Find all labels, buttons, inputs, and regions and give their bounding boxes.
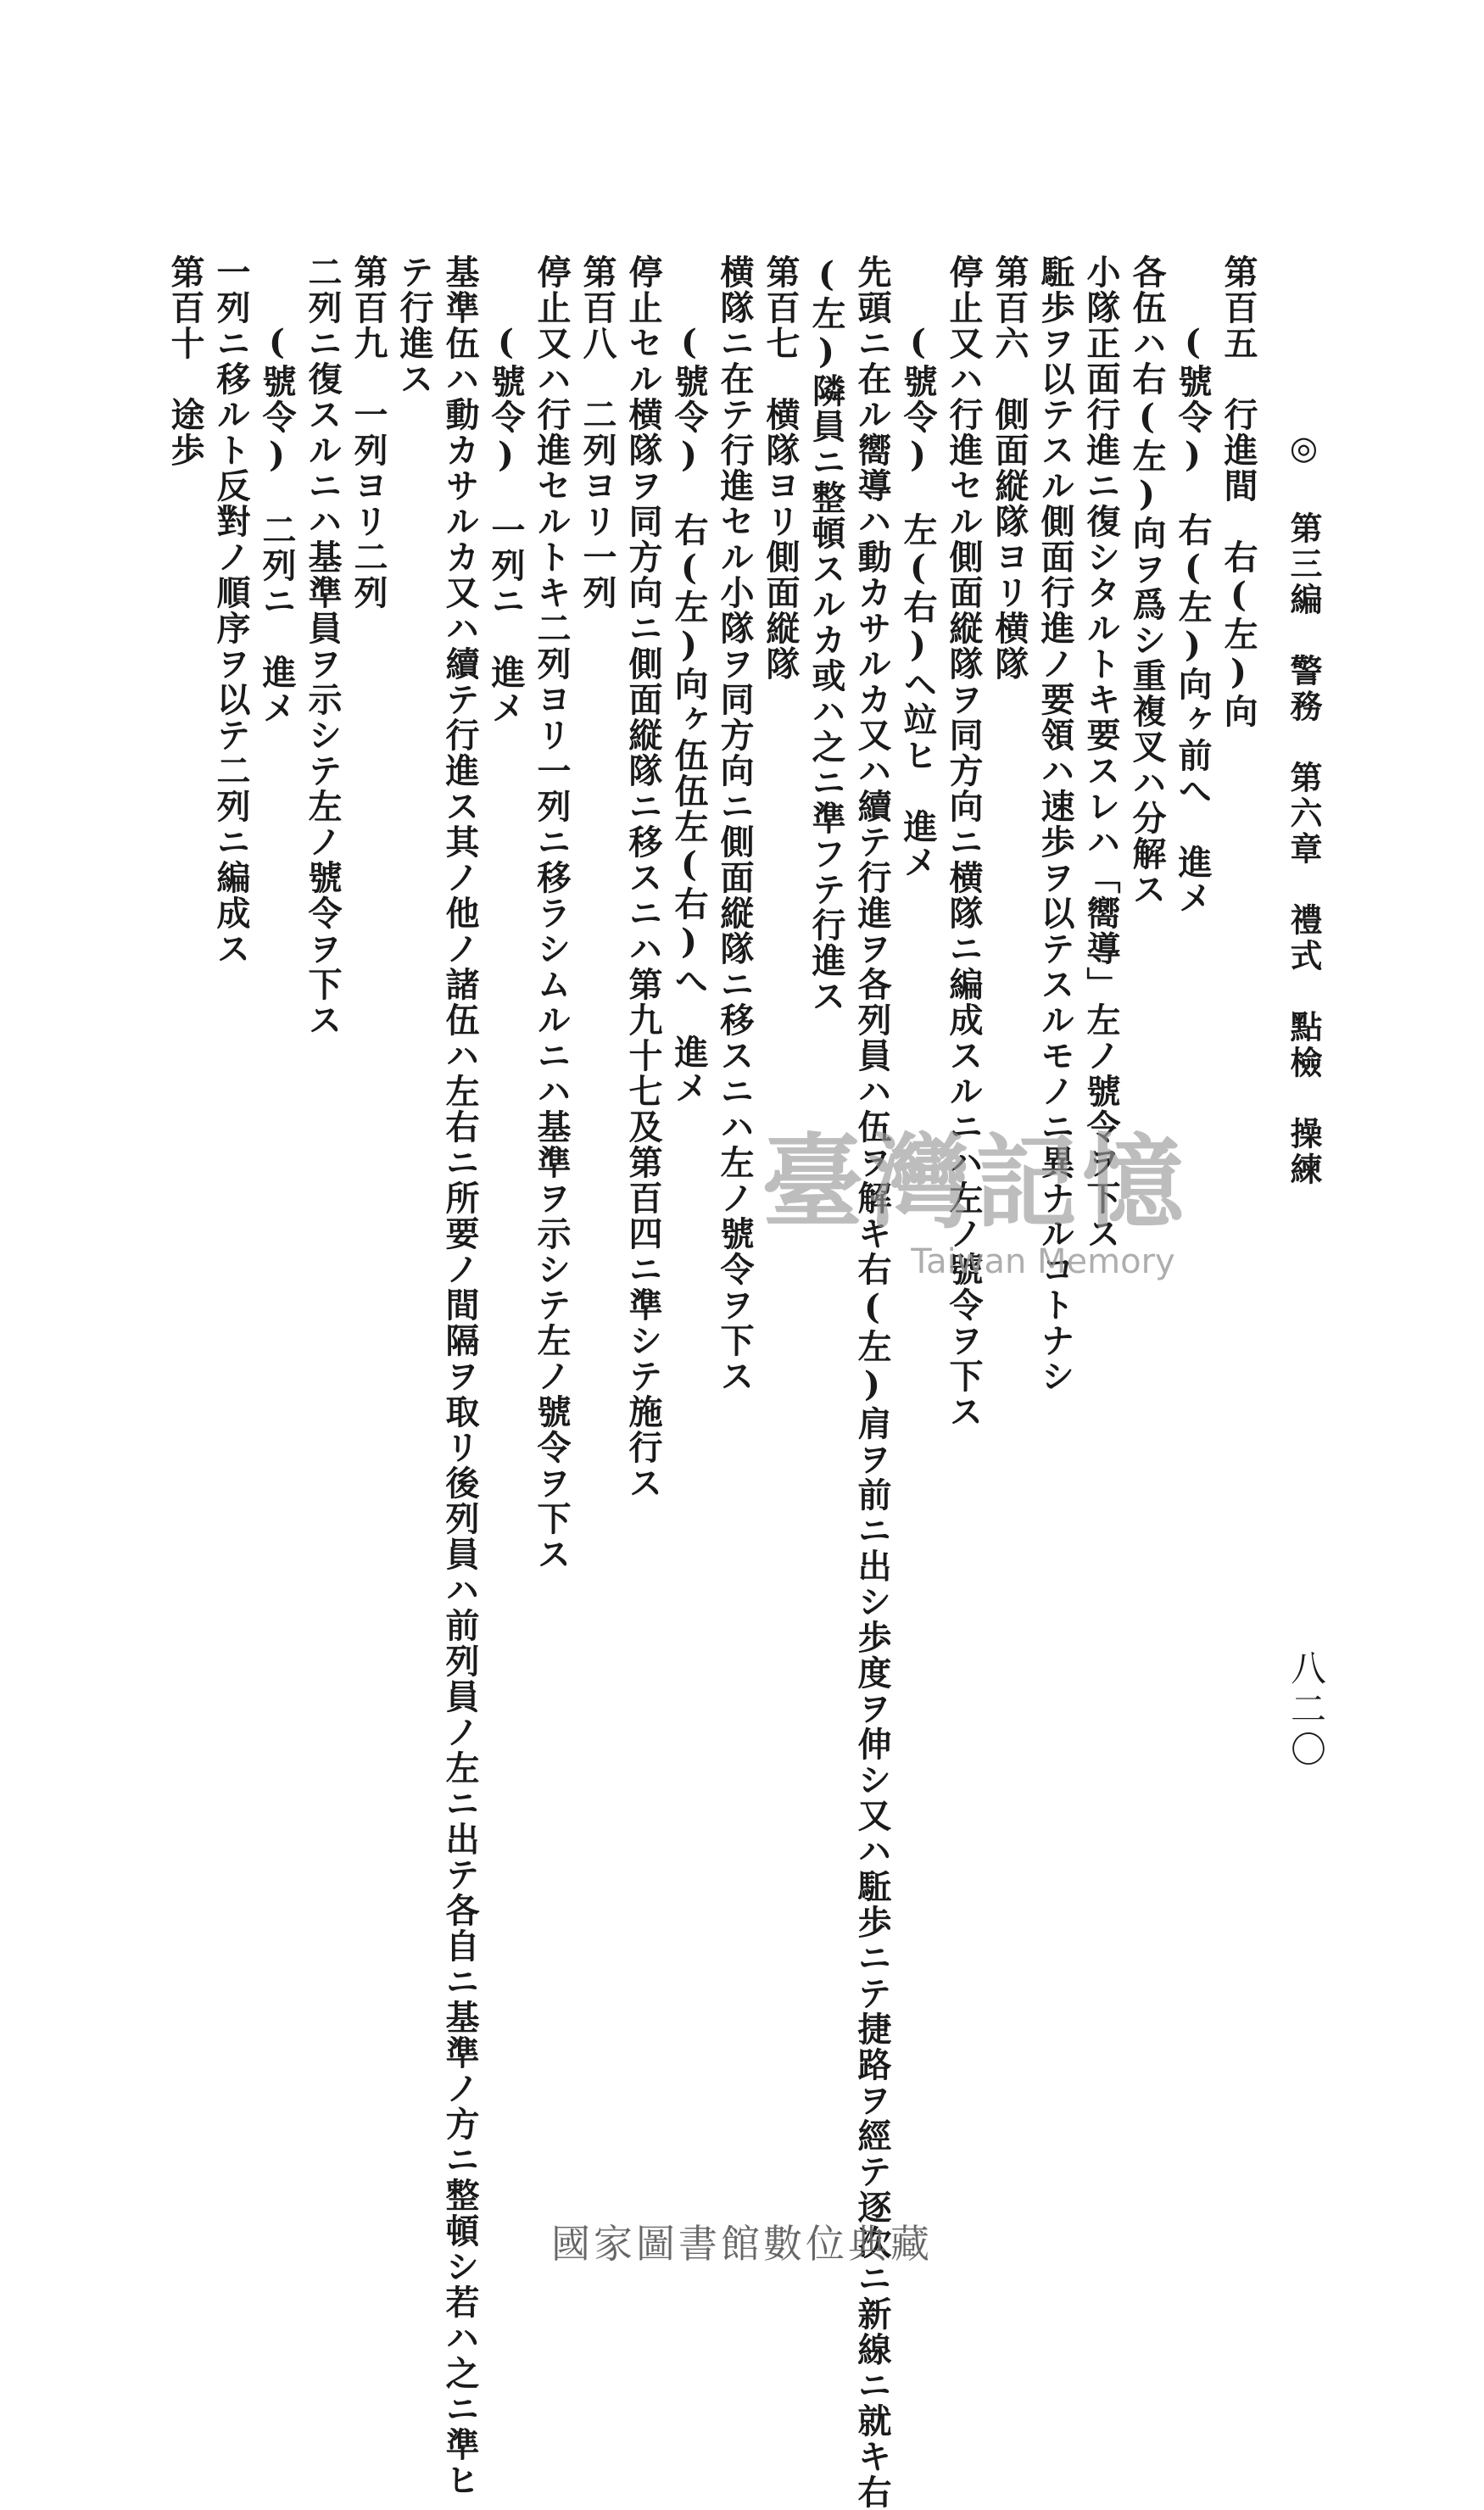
watermark-logo-text: 臺灣記憶 [762,1123,1189,1242]
text-column: 一列ニ移ルト反對ノ順序ヲ以テ二列ニ編成ス [211,254,251,967]
text-column: 基準伍ハ動カサルカ又ハ續テ行進ス其ノ他ノ諸伍ハ左右ニ所要ノ間隔ヲ取リ後列員ハ前列員ノ左ニ出テ各自ニ基準ノ方ニ整頓シ若ハ之ニ準ヒ [440,254,480,2498]
text-column: (號令) 左(右)ヘ竝ヒ 進メ [898,322,938,880]
page-header: ◎ 第三編 警務 第六章 禮式 點檢 操練 [1285,428,1323,1188]
text-column: 第百六 側面縦隊ヨリ横隊 [990,254,1029,682]
text-column: 第百五 行進間 右(左)向 [1219,254,1258,729]
watermark-english-text: Taiwan Memory [911,1242,1175,1281]
text-column: 小隊正面行進ニ復シタルトキ要スレハ「嚮導」左ノ號令ヲ下ス [1081,254,1121,1252]
text-column: テ行進ス [394,254,434,397]
text-column: 第百七 横隊ヨリ側面縦隊 [761,254,801,682]
text-column: 停止セル横隊ヲ同方向ニ側面縦隊ニ移スニハ第九十七及第百四ニ準シテ施行ス [623,254,663,1501]
text-column: (號令) 右(左)向ヶ前へ 進メ [1173,322,1213,916]
text-column: 停止又ハ行進セルトキ二列ヨリ一列ニ移ラシムルニハ基準ヲ示シテ左ノ號令ヲ下ス [532,254,572,1572]
text-column: 各伍ハ右(左)向ヲ爲シ重複叉ハ分解ス [1127,254,1167,907]
text-column: 第百八 二列ヨリ一列 [577,254,617,611]
watermark [738,1123,1213,1310]
text-column: (號令) 二列ニ 進メ [257,322,297,726]
text-column: 駈歩ヲ以テスル側面行進ノ要領ハ速歩ヲ以テスルモノニ異ナルコトナシ [1035,254,1075,1394]
text-column: (號令) 一列ニ 進メ [486,322,526,726]
text-column: 第百九 一列ヨリ二列 [349,254,388,611]
footer-credit: 國家圖書館數位典藏 [551,2221,933,2267]
text-column: 第百十 途歩 [165,254,205,468]
text-column: (號令) 右(左)向ヶ伍伍左(右)へ 進メ [669,322,709,1106]
text-column: 先頭ニ在ル嚮導ハ動カサルカ又ハ續テ行進ヲ各列員ハ伍ヲ解キ右(左)肩ヲ前ニ出シ歩度ヲ伸シ又ハ駈歩ニテ捷路ヲ經テ逐次ニ新線ニ就キ右 [852,254,892,2510]
text-column: 停止又ハ行進セル側面縦隊ヲ同方向ニ横隊ニ編成スルニハ左ノ號令ヲ下ス [944,254,984,1430]
text-column: (左)隣員ニ整頓スルカ或ハ之ニ準フテ行進ス [806,254,846,1014]
text-column: 二列ニ復スルニハ基準員ヲ示シテ左ノ號令ヲ下ス [303,254,343,1038]
text-column: 横隊ニ在テ行進セル小隊ヲ同方向ニ側面縦隊ニ移スニハ左ノ號令ヲ下ス [715,254,755,1394]
page-number: 八二〇 [1286,1649,1327,1771]
